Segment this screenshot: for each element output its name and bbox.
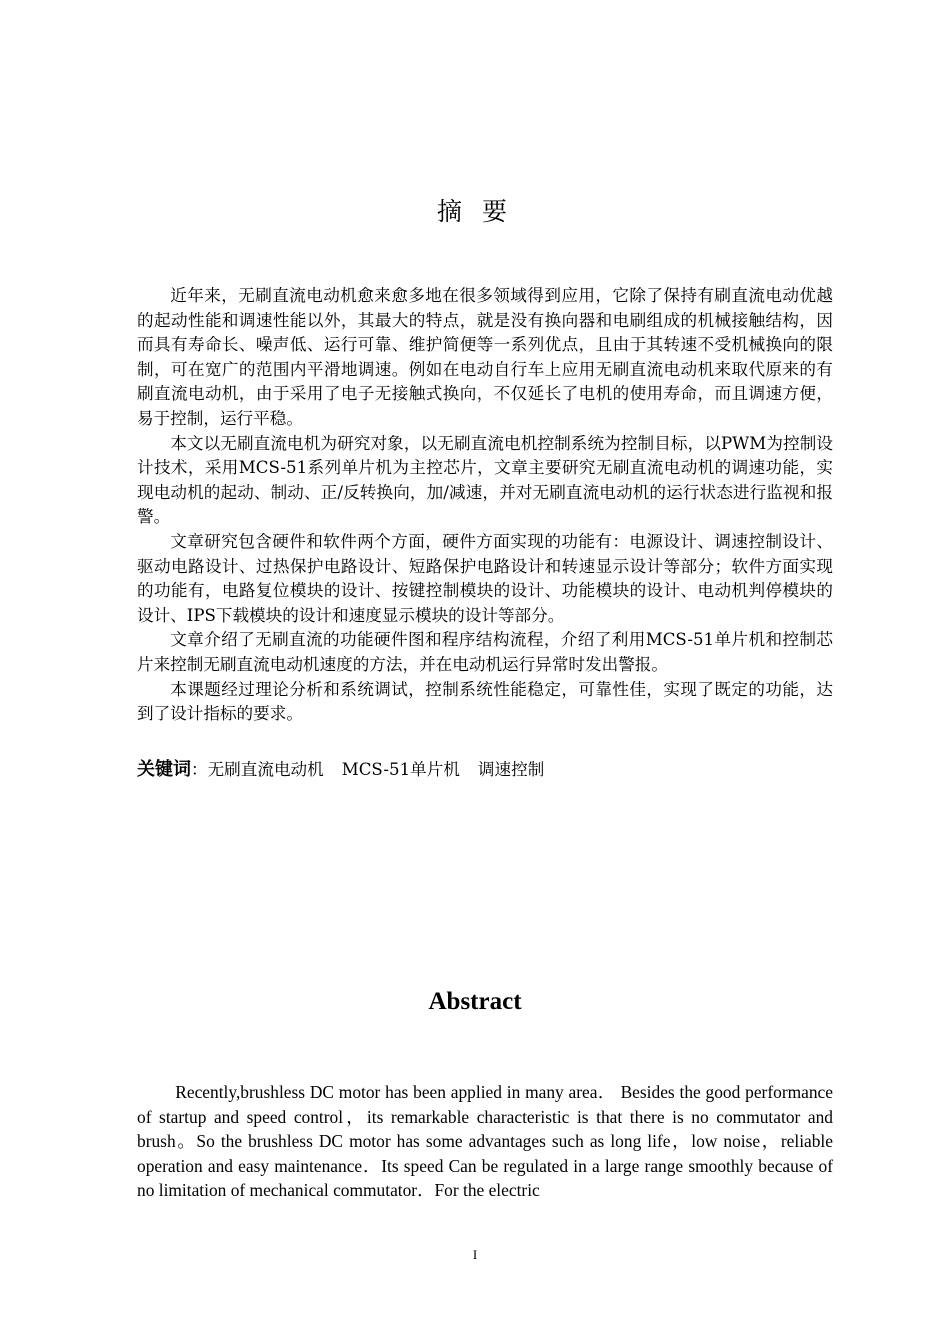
english-abstract-paragraph: Recently,brushless DC motor has been applied in many area． Besides the good performance of startup and speed control，its remarkable characteristic is that there is no commutator and brush。So the brushless DC motor has some advantages such as long life，low noise，reliable operation and easy maintenance．Its speed Can be regulated in a large range smoothly because of no limitation of mechanical commutator．For the electric [137,1082,833,1201]
chinese-abstract-paragraph: 本课题经过理论分析和系统调试，控制系统性能稳定，可靠性佳，实现了既定的功能，达到了设计指标的要求。 [137,679,833,724]
chinese-abstract-paragraph: 近年来，无刷直流电动机愈来愈多地在很多领域得到应用，它除了保持有刷直流电动优越的起动性能和调速性能以外，其最大的特点，就是没有换向器和电刷组成的机械接触结构，因而具有寿命长、噪声低、运行可靠、维护简便等一系列优点，且由于其转速不受机械换向的限制，可在宽广的范围内平滑地调速。例如在电动自行车上应用无刷直流电动机来取代原来的有刷直流电动机，由于采用了电子无接触式换向，不仅延长了电机的使用寿命，而且调速方便，易于控制，运行平稳。 [137,286,833,428]
chinese-abstract-title: 摘 要 [437,197,513,226]
keyword: 调速控制 [477,760,545,779]
keyword: 无刷直流电动机 [207,760,324,779]
chinese-abstract-paragraph: 本文以无刷直流电机为研究对象，以无刷直流电机控制系统为控制目标，以PWM为控制设计技术，采用MCS-51系列单片机为主控芯片，文章主要研究无刷直流电动机的调速功能，实现电动机的起动、制动、正/反转换向，加/减速，并对无刷直流电动机的运行状态进行监视和报警。 [137,433,833,527]
chinese-abstract-paragraph: 文章研究包含硬件和软件两个方面，硬件方面实现的功能有：电源设计、调速控制设计、驱动电路设计、过热保护电路设计、短路保护电路设计和转速显示设计等部分；软件方面实现的功能有，电路复位模块的设计、按键控制模块的设计、功能模块的设计、电动机判停模块的设计、IPS下载模块的设计和速度显示模块的设计等部分。 [137,531,833,625]
english-abstract-title: Abstract [428,988,522,1015]
chinese-abstract-paragraph: 文章介绍了无刷直流的功能硬件图和程序结构流程，介绍了利用MCS-51单片机和控制芯片来控制无刷直流电动机速度的方法，并在电动机运行异常时发出警报。 [137,630,833,674]
chinese-abstract-body [137,284,833,727]
keyword: MCS-51单片机 [341,760,460,779]
keywords-label: 关键词 [137,759,191,780]
keywords-separator: ： [191,760,208,779]
page-number: I [472,1247,478,1262]
keywords-line [137,757,833,783]
english-abstract-body [137,1080,833,1203]
